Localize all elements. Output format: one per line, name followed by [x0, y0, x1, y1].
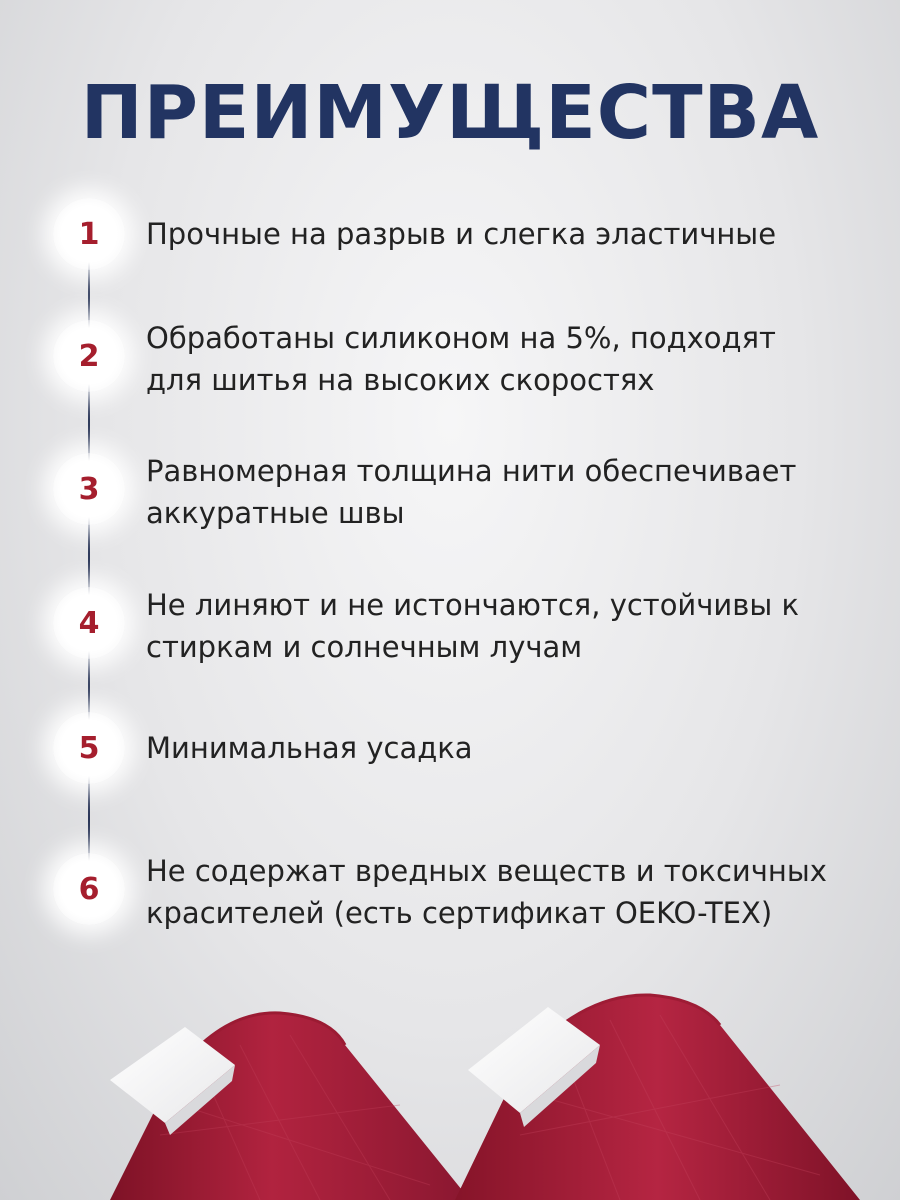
- advantage-text-3: Равномерная толщина нити обеспечивает аккуратные швы: [146, 454, 797, 530]
- advantage-text-4: Не линяют и не истончаются, устойчивы к стиркам и солнечным лучам: [146, 588, 799, 664]
- right-spool: [455, 995, 860, 1200]
- thread-spools-image: [0, 985, 900, 1200]
- advantage-text-6: Не содержат вредных веществ и токсичных красителей (есть сертификат OEKO-TEX): [146, 854, 827, 930]
- number-badge-3: 3: [53, 453, 125, 525]
- advantage-text-5: Минимальная усадка: [146, 731, 473, 765]
- number-badge-5: 5: [53, 712, 125, 784]
- advantage-text-2: Обработаны силиконом на 5%, подходят для шитья на высоких скоростях: [146, 321, 776, 397]
- advantage-item-6: [0, 853, 900, 933]
- advantage-item-1: [0, 198, 900, 278]
- advantage-item-4: [0, 587, 900, 667]
- left-spool: [110, 1013, 470, 1200]
- number-badge-1: 1: [53, 198, 125, 270]
- number-badge-4: 4: [53, 587, 125, 659]
- number-badge-6: 6: [53, 853, 125, 925]
- number-badge-2: 2: [53, 320, 125, 392]
- advantage-text-1: Прочные на разрыв и слегка эластичные: [146, 217, 777, 251]
- page-title: ПРЕИМУЩЕСТВА: [80, 70, 820, 156]
- advantage-item-5: [0, 712, 900, 792]
- advantage-item-2: [0, 320, 900, 400]
- advantage-item-3: [0, 453, 900, 533]
